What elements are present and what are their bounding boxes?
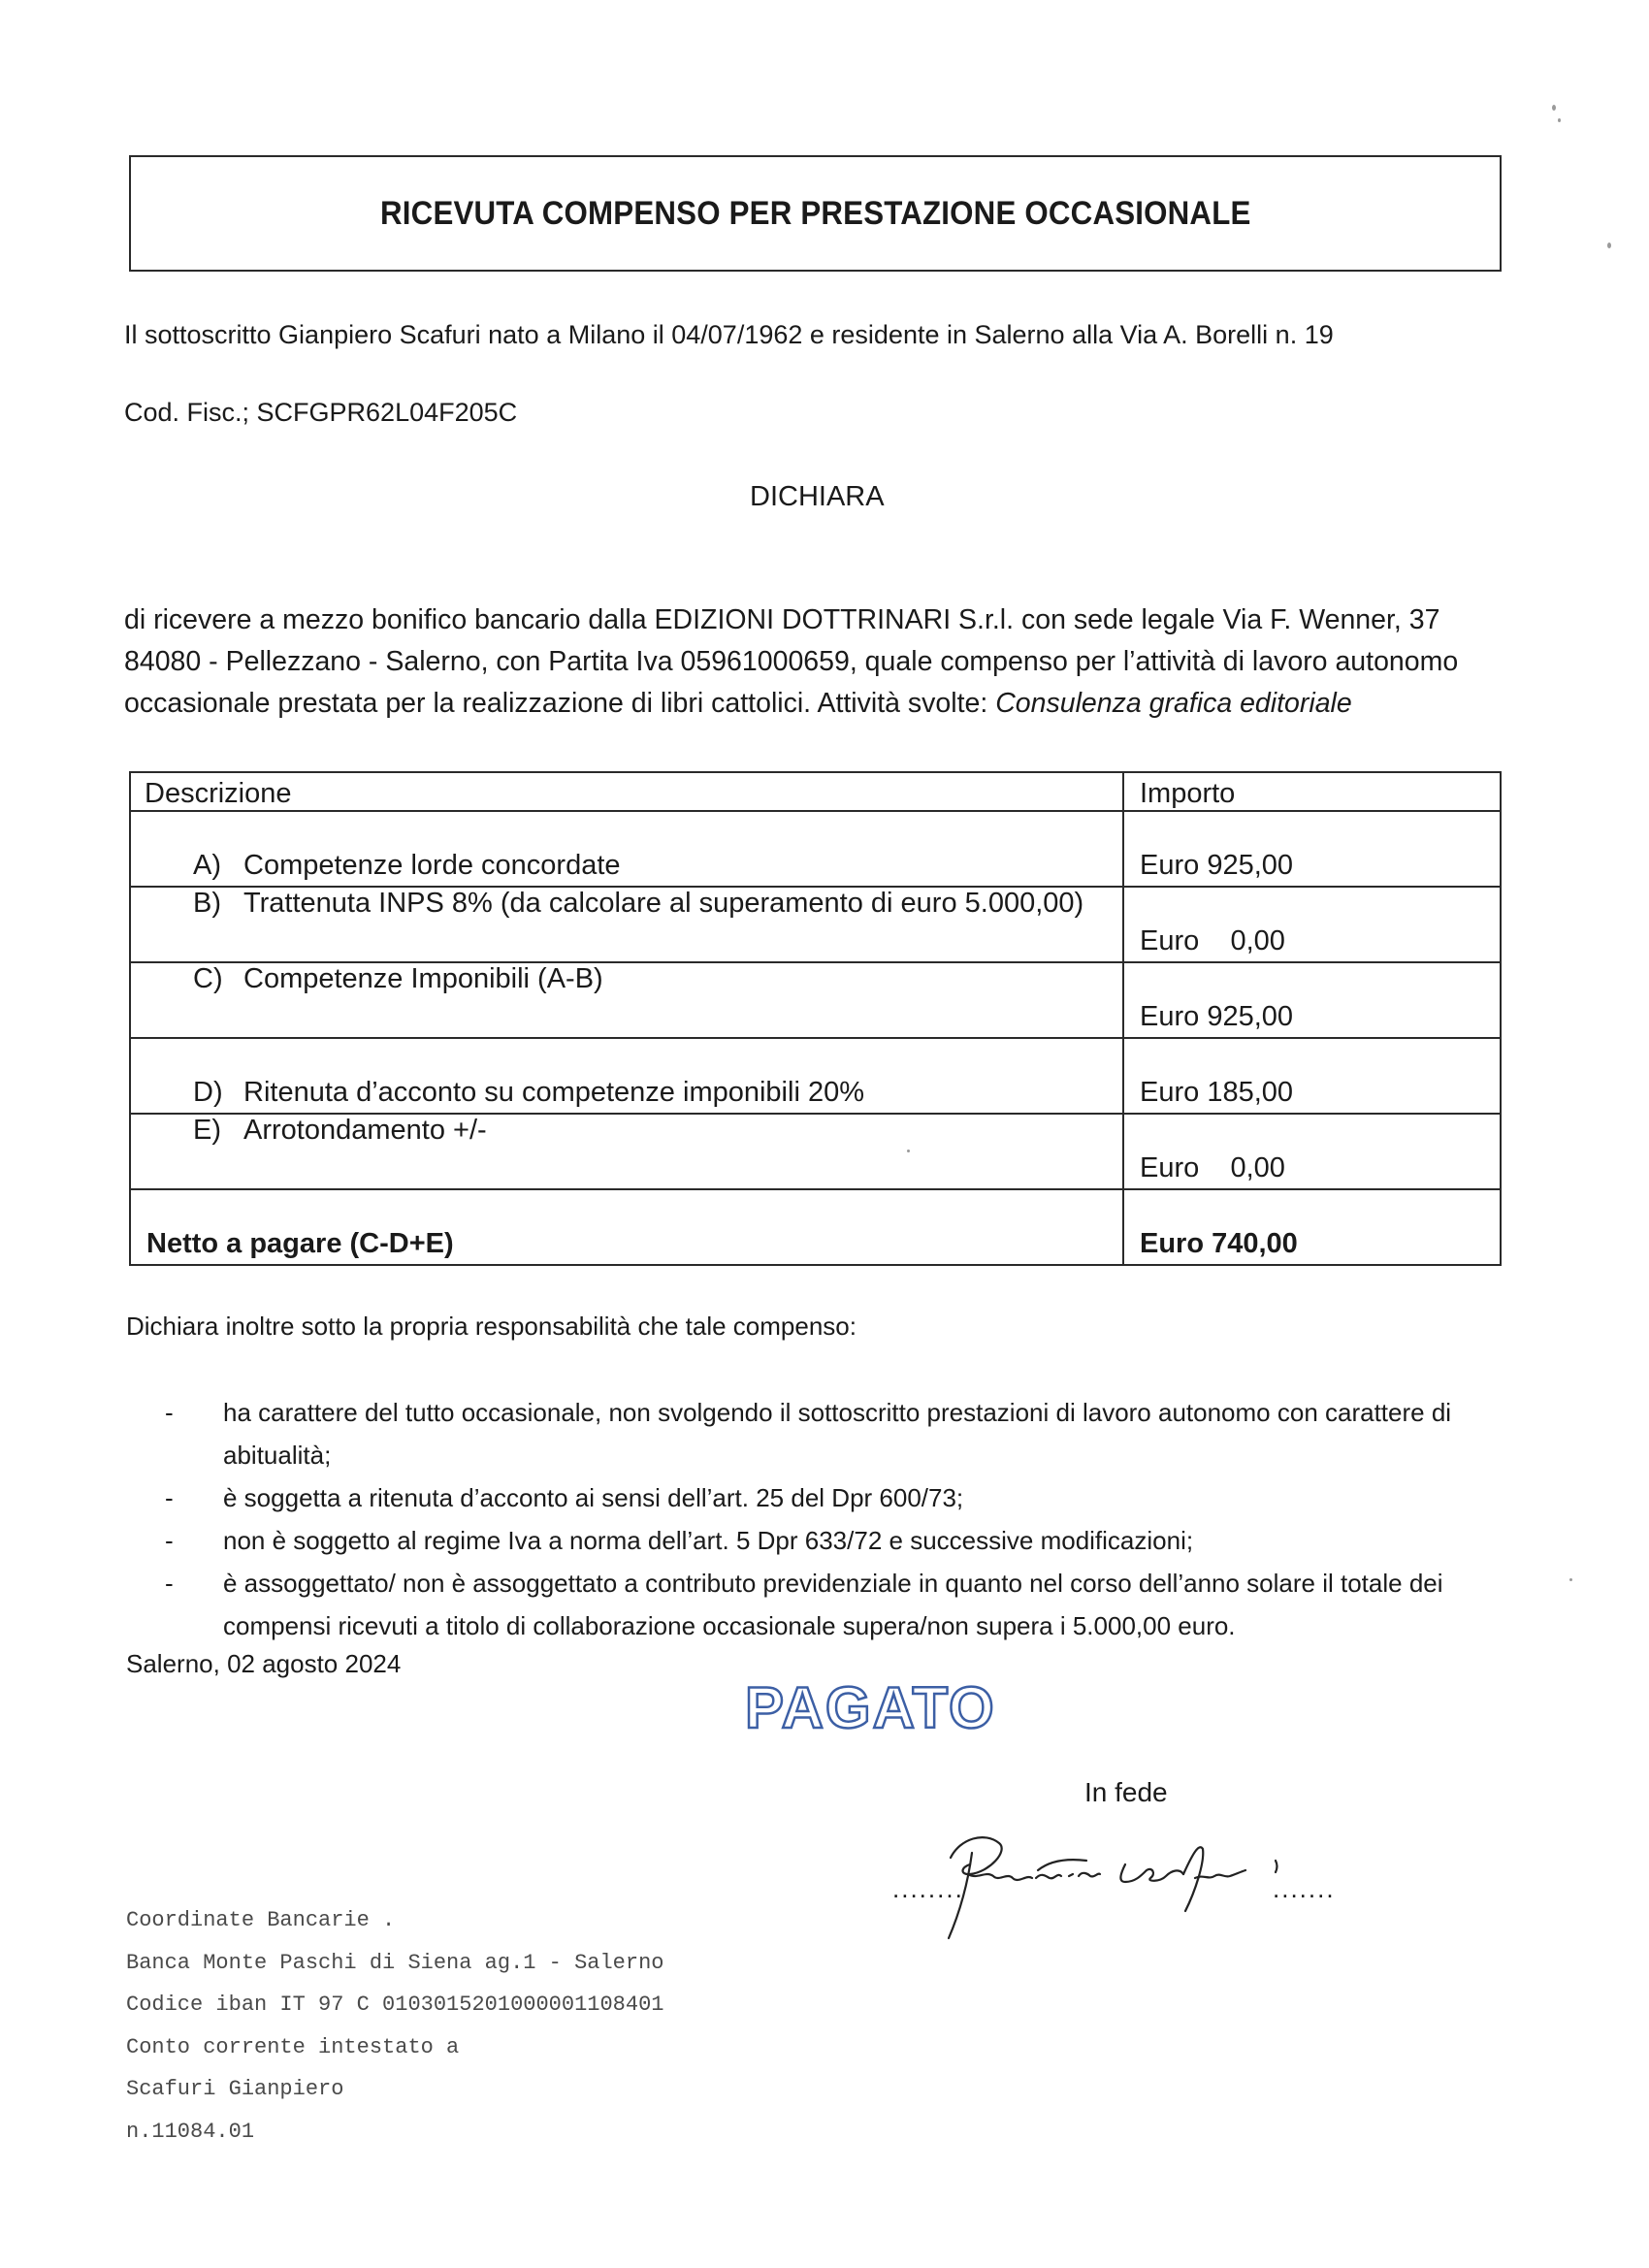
row-amount: Euro 925,00	[1123, 962, 1501, 1038]
bank-line: Banca Monte Paschi di Siena ag.1 - Salerno	[126, 1950, 664, 1975]
row-amount: Euro 0,00	[1123, 1114, 1501, 1189]
bank-line: n.11084.01	[126, 2119, 255, 2144]
bank-line: Codice iban IT 97 C 0103015201000001108401	[126, 1993, 664, 2017]
paid-stamp: PAGATO	[745, 1675, 996, 1740]
table-header-row	[130, 772, 1501, 811]
activity-text: Consulenza grafica editoriale	[995, 688, 1352, 719]
scan-speck	[1552, 105, 1556, 111]
scan-speck	[1607, 243, 1611, 248]
list-item: - è soggetta a ritenuta d’acconto ai sensi dell’art. 25 del Dpr 600/73;	[165, 1483, 964, 1512]
signature-dots-right: .......	[1273, 1874, 1336, 1903]
signature-area	[892, 1814, 1339, 1940]
total-amount: Euro 740,00	[1123, 1189, 1501, 1265]
scan-speck	[1569, 1578, 1572, 1581]
scan-speck	[907, 1150, 910, 1152]
header-description: Descrizione	[130, 772, 1123, 811]
table-row	[130, 1114, 1501, 1189]
declaration-paragraph	[124, 599, 1502, 725]
document-title: RICEVUTA COMPENSO PER PRESTAZIONE OCCASIONALE	[379, 194, 1251, 232]
declares-heading: DICHIARA	[750, 481, 885, 512]
row-description: A) Competenze lorde concordate	[130, 811, 1123, 887]
table-row	[130, 962, 1501, 1038]
list-item: - non è soggetto al regime Iva a norma dell’art. 5 Dpr 633/72 e successive modificazioni;	[165, 1526, 1194, 1555]
bank-line: Scafuri Gianpiero	[126, 2077, 344, 2101]
scan-speck	[1558, 118, 1561, 122]
header-amount: Importo	[1123, 772, 1501, 811]
row-description: D) Ritenuta d’acconto su competenze imponibili 20%	[130, 1038, 1123, 1114]
row-amount: Euro 925,00	[1123, 811, 1501, 887]
list-item: - ha carattere del tutto occasionale, non svolgendo il sottoscritto prestazioni di lavoro autonomo con carattere di abitualità;	[165, 1398, 1452, 1470]
table-row	[130, 1038, 1501, 1114]
table-row	[130, 887, 1501, 962]
title-box	[129, 155, 1502, 272]
signature-dots-left: ........	[892, 1874, 964, 1903]
handwritten-signature	[892, 1814, 1339, 1940]
table-total-row	[130, 1189, 1501, 1265]
table-row	[130, 811, 1501, 887]
row-description: E) Arrotondamento +/-	[130, 1114, 1123, 1189]
statement: Dichiara inoltre sotto la propria responsabilità che tale compenso:	[126, 1312, 857, 1341]
row-amount: Euro 185,00	[1123, 1038, 1501, 1114]
total-label: Netto a pagare (C-D+E)	[130, 1189, 1123, 1265]
intro-line: Il sottoscritto Gianpiero Scafuri nato a Milano il 04/07/1962 e residente in Salerno alla Via A. Borelli n. 19	[124, 320, 1334, 349]
bank-line: Conto corrente intestato a	[126, 2034, 460, 2059]
declaration-text: di ricevere a mezzo bonifico bancario dalla EDIZIONI DOTTRINARI S.r.l. con sede legale Via F. Wenner, 37 84080 - Pellezzano - Salerno, con Partita Iva 05961000659, quale compenso per l’attività di lavoro autonomo occasionale prestata per la realizzazione di libri cattolici. Attività svolte:	[124, 604, 1459, 719]
in-fede-label: In fede	[1084, 1777, 1168, 1807]
list-item: - è assoggettato/ non è assoggettato a contributo previdenziale in quanto nel corso dell’anno solare il totale dei compensi ricevuti a titolo di collaborazione occasionale supera/non supera i 5.000,00 euro.	[165, 1569, 1443, 1640]
row-amount: Euro 0,00	[1123, 887, 1501, 962]
tax-code: Cod. Fisc.; SCFGPR62L04F205C	[124, 398, 518, 427]
place-date: Salerno, 02 agosto 2024	[126, 1649, 402, 1678]
compensation-table	[129, 771, 1502, 1266]
row-description: B) Trattenuta INPS 8% (da calcolare al superamento di euro 5.000,00)	[130, 887, 1123, 962]
row-description: C) Competenze Imponibili (A-B)	[130, 962, 1123, 1038]
conditions-list	[165, 1391, 1509, 1647]
bank-line: Coordinate Bancarie .	[126, 1908, 396, 1932]
bank-details	[126, 1899, 664, 2153]
